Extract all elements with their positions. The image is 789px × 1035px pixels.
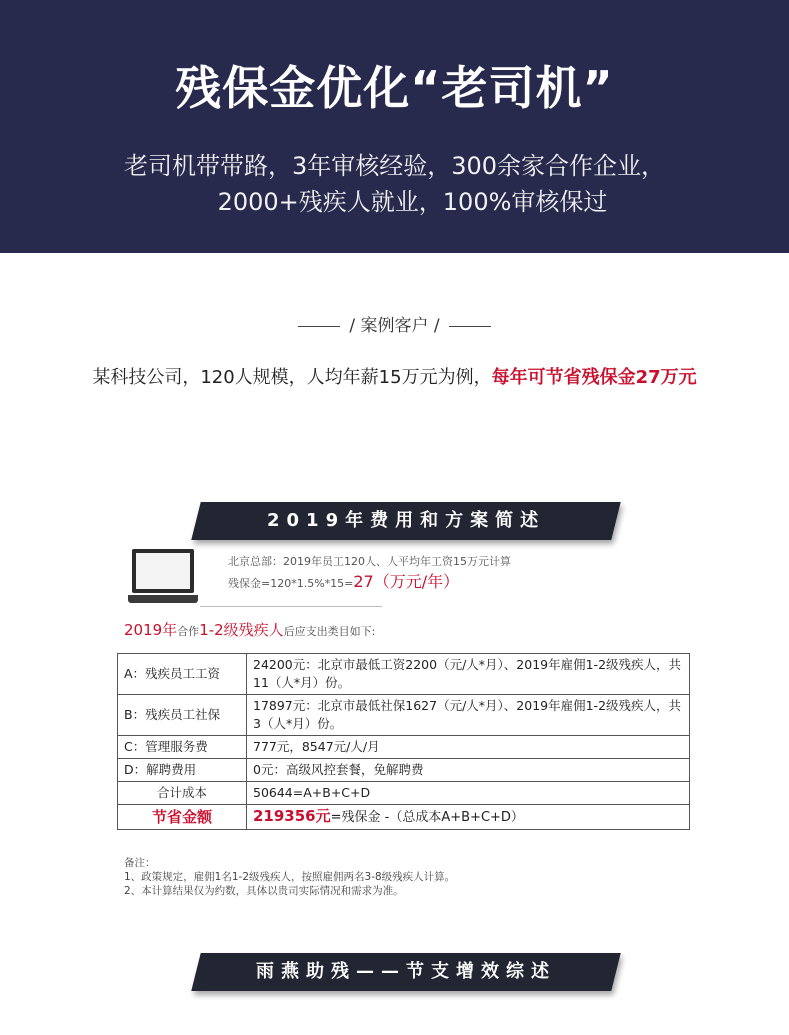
table-row bbox=[118, 654, 690, 695]
savings-formula: =残保金 -（总成本A+B+C+D） bbox=[330, 810, 524, 825]
table-row bbox=[118, 695, 690, 736]
section-banner-summary bbox=[191, 953, 620, 991]
calc-value: 27 bbox=[353, 572, 374, 591]
row-label: 合计成本 bbox=[118, 782, 247, 805]
calc-block bbox=[228, 552, 511, 594]
notes bbox=[124, 856, 455, 898]
hero-subtitle-line1: 老司机带带路，3年审核经验，300余家合作企业， bbox=[123, 152, 666, 180]
case-intro bbox=[0, 364, 789, 392]
year-grade: 1-2级残疾人 bbox=[199, 621, 284, 639]
case-intro-text: 某科技公司，120人规模，人均年薪15万元为例， bbox=[92, 367, 492, 388]
case-heading bbox=[0, 314, 789, 338]
cost-table bbox=[117, 653, 690, 830]
row-label: D：解聘费用 bbox=[118, 759, 247, 782]
row-label: B：残疾员工社保 bbox=[118, 695, 247, 736]
hero-banner bbox=[0, 0, 789, 253]
case-highlight: 每年可节省残保金27万元 bbox=[491, 367, 697, 388]
row-value: 50644=A+B+C+D bbox=[247, 782, 690, 805]
hero-title: 残保金优化“老司机” bbox=[175, 61, 614, 115]
year-suffix: 后应支出类目如下: bbox=[283, 625, 376, 638]
row-value: 0元：高级风控套餐，免解聘费 bbox=[247, 759, 690, 782]
heading-dash-right bbox=[449, 326, 491, 327]
year-mid: 合作 bbox=[177, 625, 200, 638]
laptop-screen bbox=[132, 549, 194, 593]
table-row-savings bbox=[118, 805, 690, 830]
notes-title: 备注： bbox=[124, 857, 156, 869]
calc-formula: 残保金=120*1.5%*15= bbox=[228, 577, 354, 590]
table-row bbox=[118, 736, 690, 759]
laptop-screen-inner bbox=[136, 553, 190, 589]
section-banner-summary-text: 雨燕助残——节支增效综述 bbox=[256, 961, 556, 982]
hero-subtitle-line2: 2000+残疾人就业，100%审核保过 bbox=[217, 188, 608, 216]
divider bbox=[200, 606, 382, 607]
table-row bbox=[118, 782, 690, 805]
year-line bbox=[124, 619, 375, 640]
year-prefix: 2019年 bbox=[124, 621, 178, 639]
savings-label: 节省金额 bbox=[118, 805, 247, 830]
row-value: 777元，8547元/人/月 bbox=[247, 736, 690, 759]
calc-line2 bbox=[228, 572, 511, 594]
row-label: A：残疾员工工资 bbox=[118, 654, 247, 695]
calc-line1: 北京总部：2019年员工120人、人平均年工资15万元计算 bbox=[228, 555, 511, 568]
section-banner-cost bbox=[191, 502, 620, 540]
calc-unit: （万元/年） bbox=[373, 572, 460, 591]
row-value: 24200元：北京市最低工资2200（元/人*月）、2019年雇佣1-2级残疾人，共11（人*月）份。 bbox=[247, 654, 690, 695]
section-banner-cost-text: 2019年费用和方案简述 bbox=[266, 510, 546, 531]
savings-value bbox=[247, 805, 690, 830]
row-label: C：管理服务费 bbox=[118, 736, 247, 759]
heading-dash-left bbox=[298, 326, 340, 327]
note-item: 1、政策规定，雇佣1名1-2级残疾人，按照雇佣两名3-8级残疾人计算。 bbox=[124, 871, 456, 883]
case-heading-text: / 案例客户 / bbox=[349, 316, 440, 336]
laptop-icon bbox=[128, 549, 200, 605]
row-value: 17897元：北京市最低社保1627（元/人*月）、2019年雇佣1-2级残疾人，共3（人*月）份。 bbox=[247, 695, 690, 736]
savings-amount: 219356元 bbox=[253, 807, 331, 825]
hero-subtitle bbox=[0, 148, 789, 220]
table-row bbox=[118, 759, 690, 782]
note-item: 2、本计算结果仅为约数，具体以贵司实际情况和需求为准。 bbox=[124, 885, 404, 897]
laptop-base bbox=[128, 595, 198, 603]
